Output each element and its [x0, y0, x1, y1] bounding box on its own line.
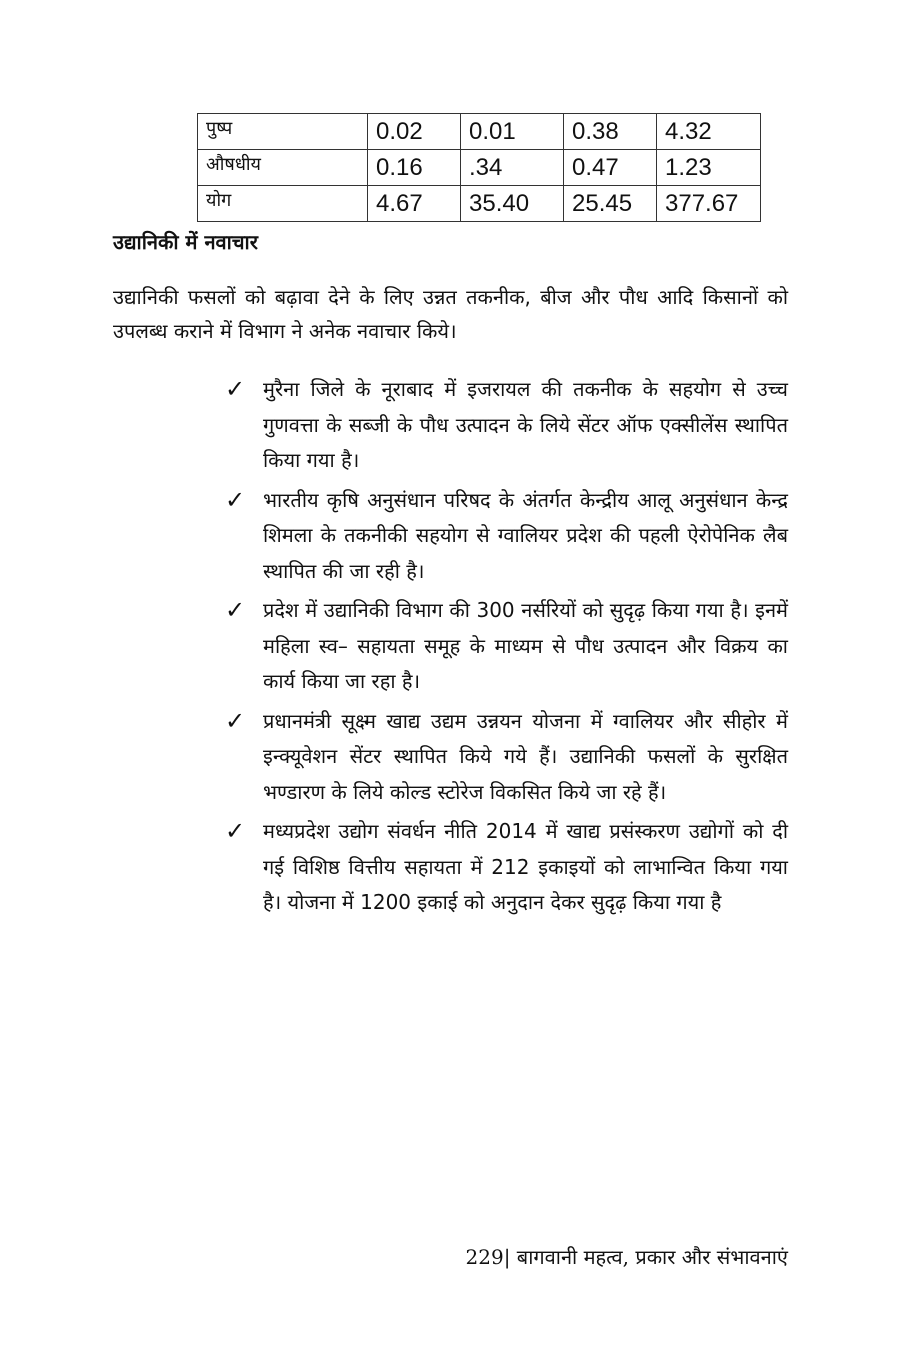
list-item-text: प्रधानमंत्री सूक्ष्म खाद्य उद्यम उन्नयन योजना में ग्वालियर और सीहोर में इन्क्यूवेशन सेंटर स्थापित किये गये हैं। उद्यानिकी फसलों के सुरक्षित भण्डारण के लिये कोल्ड स्टोरेज विकसित किये जा रहे हैं।: [263, 708, 788, 804]
table-cell: 0.16: [368, 150, 461, 186]
checkmark-icon: ✓: [225, 485, 246, 514]
list-item-text: मध्यप्रदेश उद्योग संवर्धन नीति 2014 में खाद्य प्रसंस्करण उद्योगों को दी गई विशिष्ठ वित्तीय सहायता में 212 इकाइयों को लाभान्वित किया गया है। योजना में 1200 इकाई को अनुदान देकर सुदृढ़ किया गया है: [263, 819, 788, 914]
table-row: [198, 114, 761, 150]
list-item: [225, 704, 788, 811]
list-item-text: प्रदेश में उद्यानिकी विभाग की 300 नर्सरियों को सुदृढ़ किया गया है। इनमें महिला स्व– सहायता समूह के माध्यम से पौध उत्पादन और विक्रय का कार्य किया जा रहा है।: [263, 598, 788, 693]
list-item: [225, 483, 788, 590]
bullet-list: [225, 372, 788, 925]
page-footer: 229| बागवानी महत्व, प्रकार और संभावनाएं: [465, 1245, 788, 1269]
row-label: योग: [198, 186, 368, 222]
table-cell: 25.45: [564, 186, 657, 222]
row-label: औषधीय: [198, 150, 368, 186]
table-cell: 0.47: [564, 150, 657, 186]
table-cell: 0.38: [564, 114, 657, 150]
table-row: [198, 150, 761, 186]
list-item: [225, 814, 788, 921]
list-item-text: मुरैना जिले के नूराबाद में इजरायल की तकनीक के सहयोग से उच्च गुणवत्ता के सब्जी के पौध उत्पादन के लिये सेंटर ऑफ एक्सीलेंस स्थापित किया गया है।: [263, 377, 788, 472]
data-table: [197, 113, 761, 222]
table-cell: 0.02: [368, 114, 461, 150]
checkmark-icon: ✓: [225, 375, 246, 403]
table-cell: 4.32: [657, 114, 761, 150]
table-cell: 4.67: [368, 186, 461, 222]
intro-paragraph: उद्यानिकी फसलों को बढ़ावा देने के लिए उन्नत तकनीक, बीज और पौध आदि किसानों को उपलब्ध कराने में विभाग ने अनेक नवाचार किये।: [113, 285, 788, 343]
list-item-text: भारतीय कृषि अनुसंधान परिषद के अंतर्गत केन्द्रीय आलू अनुसंधान केन्द्र शिमला के तकनीकी सहयोग से ग्वालियर प्रदेश की पहली ऐरोपेनिक लैब स्थापित की जा रही है।: [263, 487, 788, 583]
checkmark-icon: ✓: [225, 817, 246, 845]
checkmark-icon: ✓: [225, 706, 246, 735]
table-cell: 35.40: [461, 186, 564, 222]
row-label: पुष्प: [198, 114, 368, 150]
table-cell: .34: [461, 150, 564, 186]
list-item: [225, 593, 788, 700]
table-cell: 1.23: [657, 150, 761, 186]
checkmark-icon: ✓: [225, 596, 246, 624]
table-cell: 0.01: [461, 114, 564, 150]
list-item: [225, 372, 788, 479]
table-row: [198, 186, 761, 222]
section-heading: उद्यानिकी में नवाचार: [113, 230, 258, 254]
table-cell: 377.67: [657, 186, 761, 222]
